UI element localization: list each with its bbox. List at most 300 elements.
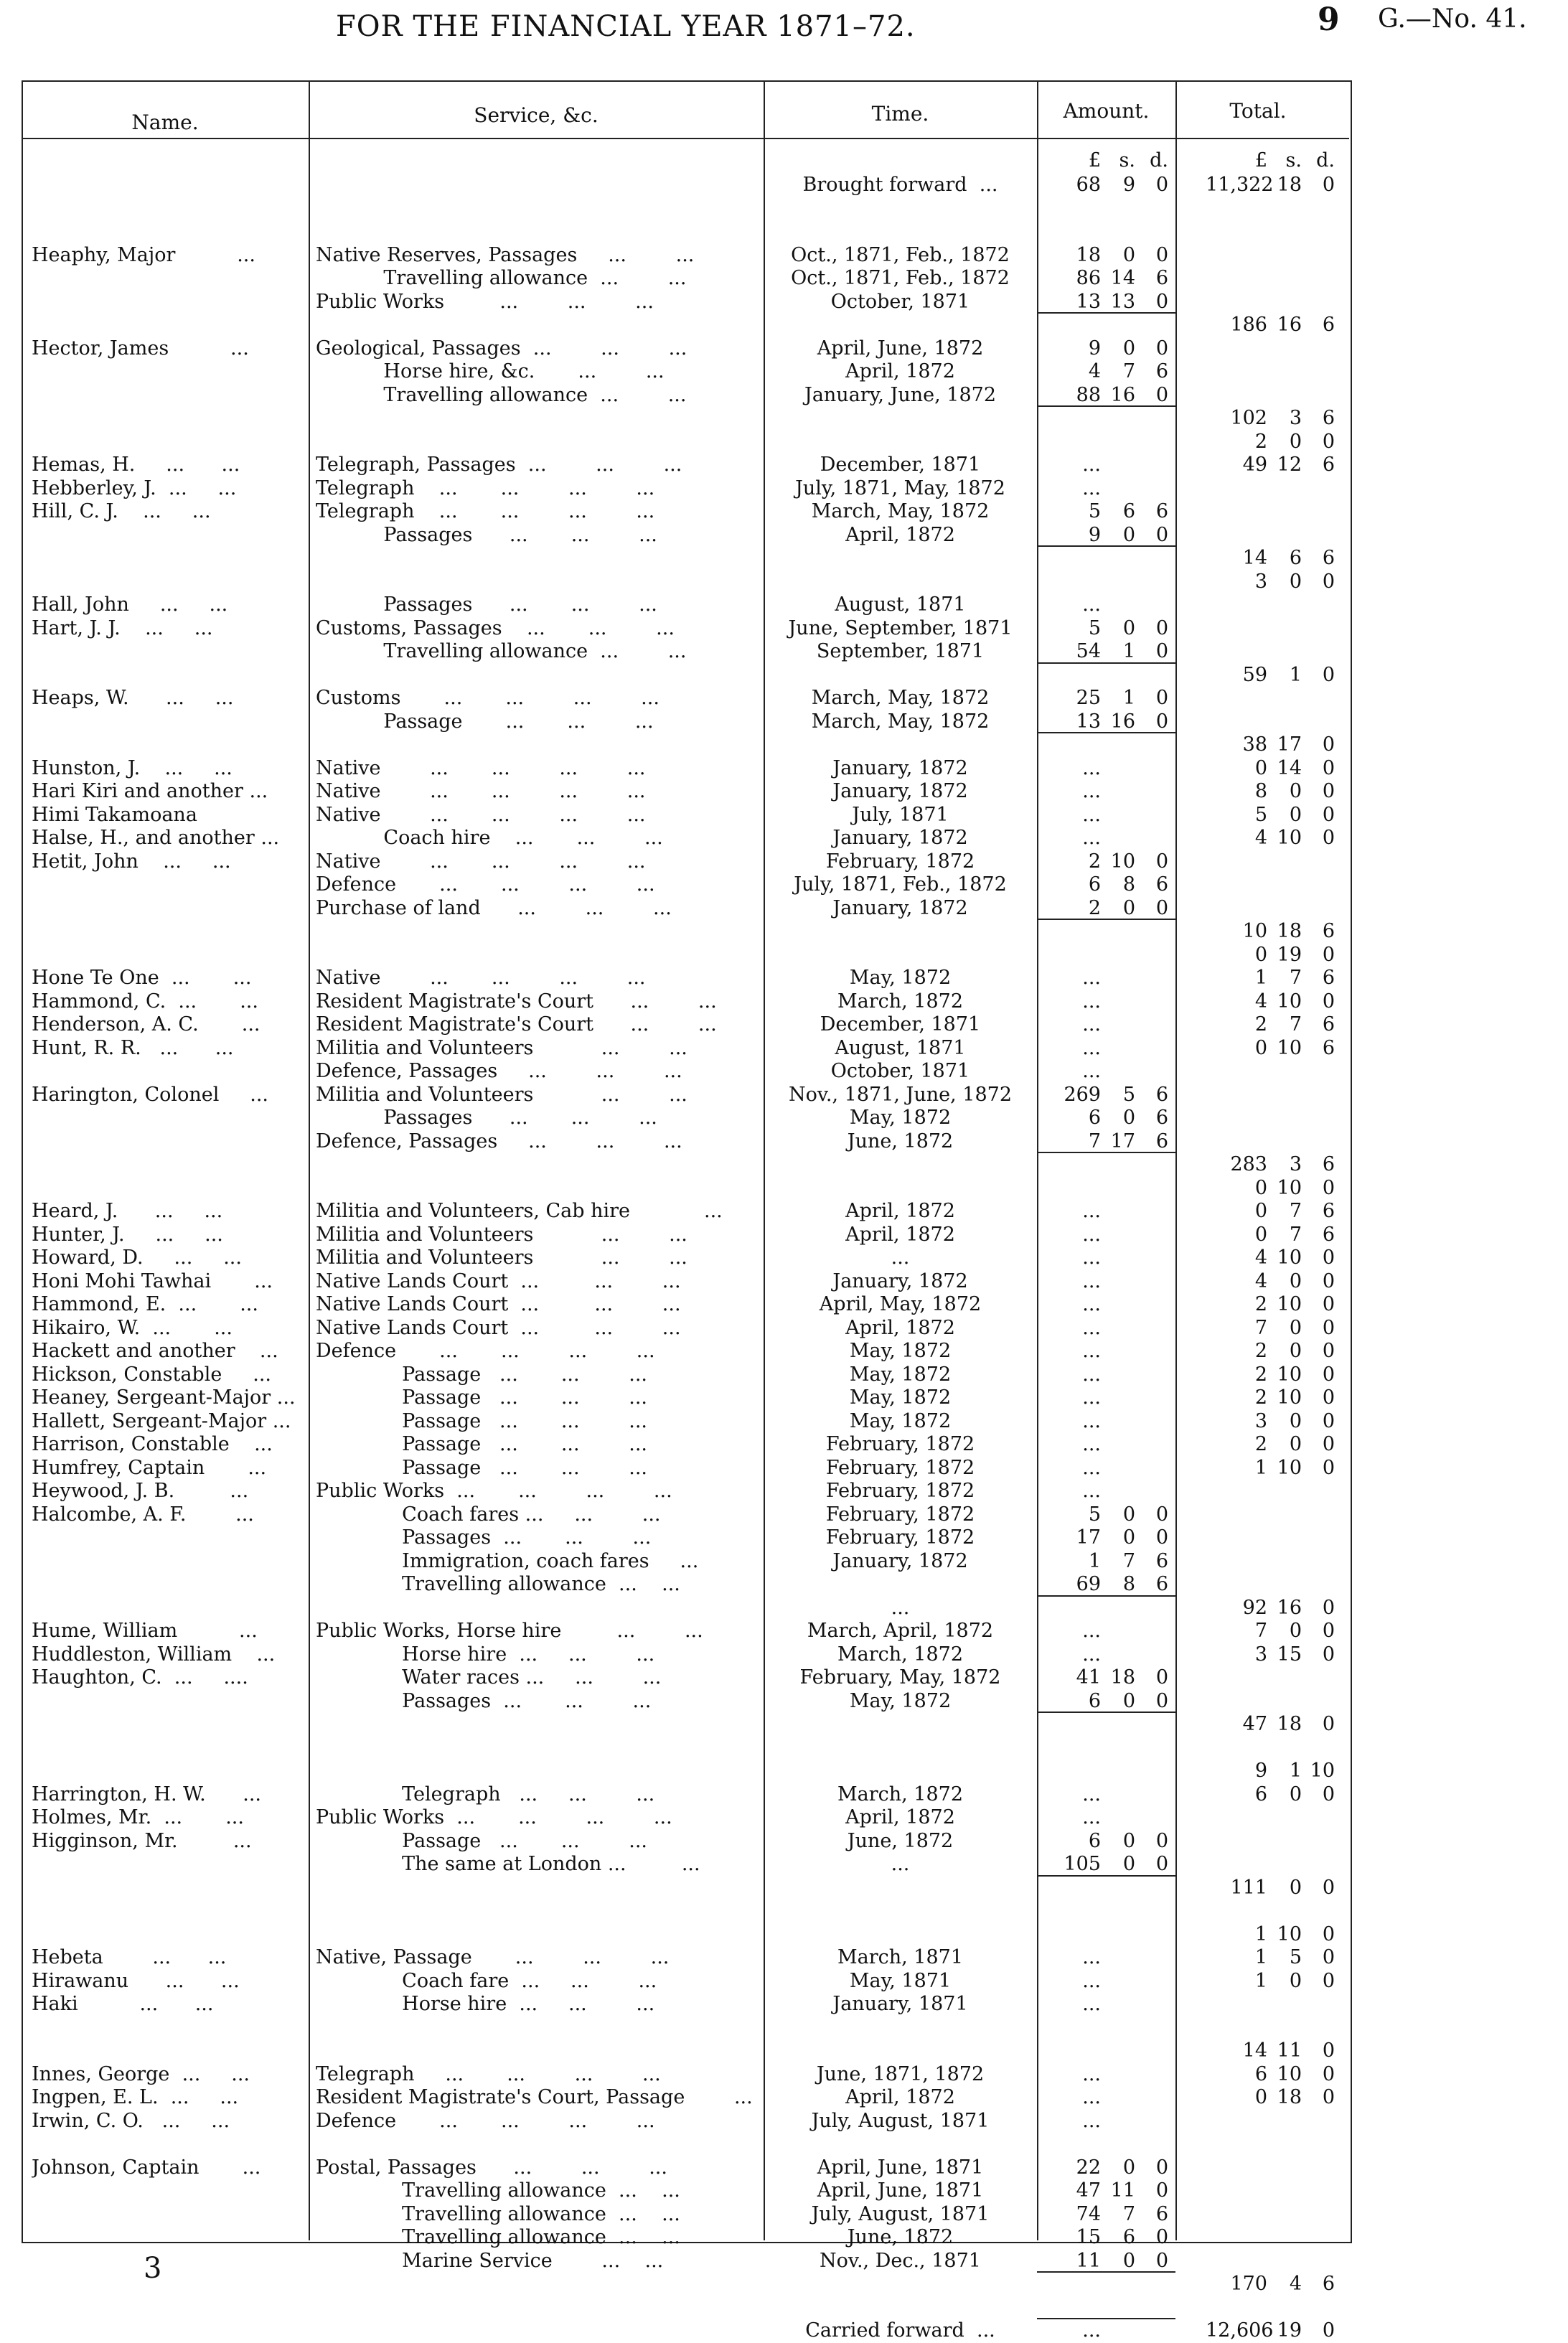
service-description: Passages ... ... ... — [316, 593, 657, 616]
amount-pounds: ... — [1082, 2109, 1101, 2132]
amount-pence: 0 — [1155, 1526, 1168, 1549]
time-period: July, August, 1871 — [811, 2109, 990, 2132]
amount-cell — [1037, 2273, 1168, 2296]
time-period: ... — [891, 1596, 910, 1619]
column-header-service: Service, &c. — [474, 103, 598, 127]
amount-cell — [1037, 1620, 1168, 1643]
service-description: Coach fare ... ... ... — [316, 1969, 657, 1992]
time-period: April, 1872 — [845, 1316, 955, 1339]
service-description — [316, 431, 762, 454]
amount-shillings — [1101, 2063, 1135, 2087]
amount-cell — [1037, 244, 1168, 268]
subtotal-rule — [1037, 1152, 1175, 1153]
amount-cell — [1037, 967, 1168, 990]
amount-shillings: 0 — [1122, 2156, 1135, 2179]
amount-cell — [1037, 1783, 1168, 1807]
total-pence: 0 — [1322, 430, 1335, 453]
total-pounds: 47 — [1242, 1713, 1267, 1735]
total-cell — [1175, 990, 1335, 1014]
total-cell — [1175, 1270, 1335, 1294]
amount-pounds: ... — [1082, 1783, 1101, 1806]
service-description — [316, 1923, 762, 1947]
time-period: July, 1871, Feb., 1872 — [794, 873, 1007, 896]
amount-shillings — [1101, 804, 1135, 827]
total-cell — [1175, 2296, 1335, 2320]
total-cell — [1175, 944, 1335, 967]
service-description — [316, 1597, 762, 1620]
total-cell — [1175, 2039, 1335, 2063]
total-shillings: 0 — [1289, 1316, 1302, 1339]
total-shillings: 7 — [1289, 1223, 1302, 1246]
service-description: Immigration, coach fares ... — [316, 1549, 699, 1572]
amount-cell — [1037, 571, 1168, 594]
total-shillings: 10 — [1277, 1363, 1302, 1386]
amount-pounds: 54 — [1076, 640, 1101, 662]
payee-name — [32, 2016, 307, 2040]
amount-pounds: 6 — [1088, 1107, 1101, 1129]
total-cell — [1175, 1293, 1335, 1317]
amount-cell — [1037, 640, 1168, 664]
total-shillings: 10 — [1277, 827, 1302, 849]
amount-pounds: ... — [1082, 1946, 1101, 1968]
time-period: January, 1872 — [832, 896, 968, 919]
time-period: January, 1871 — [832, 1993, 968, 2015]
total-cell — [1175, 1666, 1335, 1690]
amount-pence — [1135, 804, 1168, 827]
payee-name — [32, 547, 307, 571]
total-shillings: 7 — [1289, 1200, 1302, 1222]
amount-pence: 0 — [1155, 2156, 1168, 2179]
total-shillings: 0 — [1289, 803, 1302, 826]
total-pounds: 1 — [1254, 1946, 1267, 1968]
amount-pounds: 13 — [1076, 710, 1101, 733]
amount-shillings: 6 — [1122, 2226, 1135, 2248]
payee-name — [32, 2319, 307, 2343]
total-shillings: 0 — [1289, 1876, 1302, 1899]
amount-pounds: ... — [1082, 1316, 1101, 1339]
payee-name — [32, 664, 307, 687]
amount-cell — [1037, 2179, 1168, 2203]
total-shillings: 16 — [1277, 1596, 1302, 1619]
total-pounds: 11,322 — [1206, 174, 1274, 196]
total-pence: 0 — [1322, 2086, 1335, 2108]
total-cell — [1175, 571, 1335, 594]
service-description: Native ... ... ... ... — [316, 756, 646, 779]
time-period — [765, 197, 1036, 221]
service-description — [316, 920, 762, 944]
amount-pounds: 105 — [1064, 1853, 1101, 1875]
service-description — [316, 547, 762, 571]
service-description — [316, 314, 762, 337]
amount-pounds: ... — [1082, 1293, 1101, 1315]
service-description: Public Works ... ... ... ... — [316, 1480, 672, 1502]
total-cell — [1175, 2063, 1335, 2087]
service-description: Defence, Passages ... ... ... — [316, 1060, 682, 1082]
service-description — [316, 174, 762, 197]
total-shillings: 18 — [1277, 2086, 1302, 2108]
pounds-symbol: £ — [1254, 149, 1267, 172]
total-cell — [1175, 827, 1335, 850]
total-pounds: 10 — [1242, 920, 1267, 942]
total-cell — [1175, 850, 1335, 874]
total-cell — [1175, 1153, 1335, 1177]
total-cell — [1175, 1550, 1335, 1574]
amount-pence: 0 — [1155, 337, 1168, 360]
service-description: Native ... ... ... ... — [316, 780, 646, 802]
amount-pounds: ... — [1082, 1643, 1101, 1666]
total-pence: 0 — [1322, 1433, 1335, 1455]
service-description: Passage ... ... ... — [316, 710, 654, 733]
time-period: February, 1872 — [825, 1480, 975, 1502]
amount-pounds: ... — [1082, 2319, 1101, 2342]
total-pence: 0 — [1322, 733, 1335, 756]
amount-pounds: 2 — [1088, 896, 1101, 919]
amount-pence — [1135, 2319, 1168, 2343]
total-shillings: 10 — [1277, 1386, 1302, 1409]
amount-shillings: 16 — [1110, 383, 1135, 406]
total-shillings: 7 — [1289, 967, 1302, 989]
payee-name: Harington, Colonel ... — [32, 1083, 268, 1106]
total-pounds: 4 — [1254, 1269, 1267, 1292]
total-shillings: 1 — [1289, 1760, 1302, 1782]
amount-pounds: ... — [1082, 967, 1101, 989]
time-period: ... — [891, 1246, 910, 1269]
total-pence: 0 — [1322, 1176, 1335, 1199]
total-pence: 0 — [1322, 803, 1335, 826]
payee-name — [32, 873, 307, 897]
total-cell — [1175, 1597, 1335, 1620]
amount-cell — [1037, 664, 1168, 687]
total-shillings: 7 — [1289, 1013, 1302, 1036]
payee-name — [32, 710, 307, 734]
time-period: Carried forward ... — [805, 2319, 995, 2342]
service-description — [316, 664, 762, 687]
total-pounds: 7 — [1254, 1620, 1267, 1642]
total-pence: 6 — [1322, 2273, 1335, 2295]
amount-pence: 0 — [1155, 1666, 1168, 1689]
amount-cell — [1037, 1037, 1168, 1061]
amount-cell — [1037, 1060, 1168, 1084]
total-pence: 6 — [1322, 967, 1335, 989]
time-period: April, May, 1872 — [819, 1293, 982, 1315]
service-description: Native Lands Court ... ... ... — [316, 1316, 681, 1339]
total-shillings: 0 — [1289, 1269, 1302, 1292]
amount-cell — [1037, 1013, 1168, 1037]
amount-pence: 0 — [1155, 243, 1168, 266]
payee-name — [32, 1853, 307, 1877]
amount-pence — [1135, 1200, 1168, 1224]
total-cell — [1175, 1760, 1335, 1783]
total-pence: 0 — [1322, 756, 1335, 779]
total-pounds: 1 — [1254, 1922, 1267, 1945]
time-period: April, June, 1871 — [817, 2179, 984, 2202]
amount-cell — [1037, 617, 1168, 641]
subtotal-rule — [1037, 2271, 1175, 2273]
amount-shillings — [1101, 477, 1135, 501]
payee-name — [32, 1153, 307, 1177]
service-description — [316, 197, 762, 221]
amount-pence — [1135, 1270, 1168, 1294]
time-period — [765, 1760, 1036, 1783]
amount-cell — [1037, 1737, 1168, 1760]
amount-cell — [1037, 687, 1168, 710]
payee-name: Hebeta ... ... — [32, 1946, 227, 1968]
time-period: April, 1872 — [845, 2086, 955, 2108]
time-period — [765, 664, 1036, 687]
total-cell — [1175, 384, 1335, 408]
amount-pence: 0 — [1155, 2179, 1168, 2202]
page-footer — [144, 2252, 161, 2285]
service-description: Native Lands Court ... ... ... — [316, 1293, 681, 1315]
total-cell — [1175, 1503, 1335, 1527]
amount-pence: 6 — [1155, 1107, 1168, 1129]
total-pence: 0 — [1322, 1269, 1335, 1292]
amount-pounds: 4 — [1088, 360, 1101, 382]
amount-cell — [1037, 2250, 1168, 2273]
column-header-total: Total. — [1229, 99, 1287, 123]
paper-reference: G.—No. 41. — [1378, 4, 1527, 34]
time-period: April, 1872 — [845, 523, 955, 546]
total-shillings: 10 — [1277, 1036, 1302, 1059]
amount-cell — [1037, 407, 1168, 431]
amount-cell — [1037, 2133, 1168, 2156]
amount-cell — [1037, 2319, 1168, 2343]
total-pence: 0 — [1322, 1386, 1335, 1409]
payee-name: Halcombe, A. F. ... — [32, 1503, 254, 1526]
amount-pence: 6 — [1155, 873, 1168, 896]
total-pounds: 102 — [1230, 407, 1267, 429]
service-description — [316, 1713, 762, 1737]
amount-shillings — [1101, 757, 1135, 781]
service-description — [316, 2296, 762, 2320]
amount-pence — [1135, 1317, 1168, 1340]
amount-pounds: 5 — [1088, 500, 1101, 522]
total-cell — [1175, 1713, 1335, 1737]
amount-pence: 0 — [1155, 1829, 1168, 1852]
total-shillings: 17 — [1277, 733, 1302, 756]
amount-pounds: ... — [1082, 1340, 1101, 1362]
total-pence: 0 — [1322, 1922, 1335, 1945]
amount-pence: 6 — [1155, 1573, 1168, 1595]
amount-pence: 0 — [1155, 1689, 1168, 1712]
time-period: April, 1872 — [845, 1223, 955, 1246]
total-cell — [1175, 617, 1335, 641]
amount-pence — [1135, 1386, 1168, 1410]
total-cell — [1175, 314, 1335, 337]
amount-cell — [1037, 804, 1168, 827]
total-shillings: 5 — [1289, 1946, 1302, 1968]
service-description — [316, 1877, 762, 1900]
total-pence: 0 — [1322, 1596, 1335, 1619]
amount-pence — [1135, 1293, 1168, 1317]
payee-name: Hone Te One ... ... — [32, 967, 252, 989]
amount-pence: 0 — [1155, 710, 1168, 733]
total-cell — [1175, 1993, 1335, 2016]
amount-pounds: ... — [1082, 1409, 1101, 1432]
amount-shillings — [1101, 1620, 1135, 1643]
total-shillings: 19 — [1277, 2319, 1302, 2342]
amount-shillings — [1101, 1457, 1135, 1480]
payee-name — [32, 2039, 307, 2063]
amount-pounds: 47 — [1076, 2179, 1101, 2202]
total-column — [1175, 174, 1335, 2343]
total-cell — [1175, 1410, 1335, 1434]
amount-cell — [1037, 1480, 1168, 1503]
amount-pence: 6 — [1155, 1549, 1168, 1572]
total-pence: 6 — [1322, 407, 1335, 429]
total-pounds: 0 — [1254, 1200, 1267, 1222]
time-period — [765, 2133, 1036, 2156]
total-cell — [1175, 1853, 1335, 1877]
service-description — [316, 733, 762, 757]
total-shillings: 16 — [1277, 314, 1302, 336]
service-description: Telegraph ... ... ... ... — [316, 2062, 661, 2085]
amount-pounds: 13 — [1076, 290, 1101, 313]
amount-pounds: 68 — [1076, 174, 1101, 196]
amount-cell — [1037, 267, 1168, 291]
amount-column — [1037, 174, 1168, 2343]
amount-shillings — [1101, 1013, 1135, 1037]
amount-pence — [1135, 1433, 1168, 1457]
amount-pounds: ... — [1082, 1433, 1101, 1455]
amount-pounds: ... — [1082, 1200, 1101, 1222]
time-period: June, 1872 — [847, 2226, 954, 2248]
time-period: March, 1872 — [837, 1643, 964, 1666]
amount-shillings — [1101, 1224, 1135, 1247]
service-description: Coach hire ... ... ... — [316, 827, 663, 849]
service-description: Native Reserves, Passages ... ... — [316, 243, 695, 266]
time-period: April, 1872 — [845, 1200, 955, 1222]
amount-cell — [1037, 1877, 1168, 1900]
total-pounds: 2 — [1254, 1386, 1267, 1409]
amount-pounds: 9 — [1088, 337, 1101, 360]
amount-pence — [1135, 1806, 1168, 1830]
amount-cell — [1037, 1386, 1168, 1410]
amount-pence: 6 — [1155, 2202, 1168, 2225]
amount-pence: 6 — [1155, 500, 1168, 522]
service-description: Native Lands Court ... ... ... — [316, 1269, 681, 1292]
amount-cell — [1037, 1270, 1168, 1294]
amount-shillings: 0 — [1122, 896, 1135, 919]
amount-shillings — [1101, 1200, 1135, 1224]
service-description — [316, 1737, 762, 1760]
total-pounds: 49 — [1242, 454, 1267, 476]
total-cell — [1175, 710, 1335, 734]
amount-pence: 0 — [1155, 640, 1168, 662]
amount-cell — [1037, 1666, 1168, 1690]
total-cell — [1175, 1830, 1335, 1854]
amount-shillings: 0 — [1122, 1526, 1135, 1549]
amount-pounds: 86 — [1076, 267, 1101, 289]
amount-pence — [1135, 454, 1168, 477]
service-description: Water races ... ... ... — [316, 1666, 662, 1689]
payee-name: Heard, J. ... ... — [32, 1200, 223, 1222]
amount-pounds: ... — [1082, 1806, 1101, 1828]
time-period: May, 1872 — [849, 1340, 952, 1362]
amount-shillings — [1101, 1270, 1135, 1294]
amount-pounds: ... — [1082, 1386, 1101, 1409]
amount-pounds: 9 — [1088, 523, 1101, 546]
total-shillings: 15 — [1277, 1643, 1302, 1666]
amount-pence: 0 — [1155, 896, 1168, 919]
total-cell — [1175, 1643, 1335, 1667]
amount-shillings: 0 — [1122, 616, 1135, 639]
time-period: April, June, 1872 — [817, 337, 984, 360]
amount-cell — [1037, 360, 1168, 384]
amount-cell — [1037, 2296, 1168, 2320]
total-pounds: 59 — [1242, 663, 1267, 686]
payee-name — [32, 174, 307, 197]
amount-pence: 6 — [1155, 1130, 1168, 1152]
total-pounds: 6 — [1254, 2062, 1267, 2085]
amount-pence — [1135, 757, 1168, 781]
service-description: Telegraph, Passages ... ... ... — [316, 454, 682, 476]
payee-name — [32, 1526, 307, 1550]
amount-shillings — [1101, 1806, 1135, 1830]
total-cell — [1175, 757, 1335, 781]
column-header-time: Time. — [871, 102, 929, 126]
amount-pence — [1135, 2110, 1168, 2133]
subtotal-rule — [1037, 545, 1175, 547]
payee-name — [32, 384, 307, 408]
amount-shillings — [1101, 1386, 1135, 1410]
amount-cell — [1037, 2063, 1168, 2087]
time-period — [765, 1153, 1036, 1177]
amount-pence: 6 — [1155, 360, 1168, 382]
service-description: Postal, Passages ... ... ... — [316, 2156, 667, 2179]
payee-name: Harrington, H. W. ... — [32, 1783, 261, 1806]
service-description — [316, 407, 762, 431]
amount-cell — [1037, 1806, 1168, 1830]
total-pounds: 283 — [1230, 1153, 1267, 1175]
amount-cell — [1037, 2203, 1168, 2227]
time-period: May, 1872 — [849, 1689, 952, 1712]
amount-shillings — [1101, 1340, 1135, 1363]
payee-name: Hunter, J. ... ... — [32, 1223, 223, 1246]
subtotal-rule — [1037, 405, 1175, 407]
total-pounds: 2 — [1254, 1293, 1267, 1315]
time-period: February, 1872 — [825, 850, 975, 873]
time-period — [765, 2016, 1036, 2040]
amount-pence: 0 — [1155, 687, 1168, 709]
subtotal-rule — [1037, 662, 1175, 664]
amount-pounds: 1 — [1088, 1549, 1101, 1572]
page-title: FOR THE FINANCIAL YEAR 1871–72. — [336, 10, 916, 43]
shillings-symbol: s. — [1285, 149, 1302, 172]
service-description: Passage ... ... ... — [316, 1409, 648, 1432]
total-pounds: 12,606 — [1206, 2319, 1274, 2342]
amount-pence — [1135, 990, 1168, 1014]
amount-cell — [1037, 174, 1168, 197]
service-description: Militia and Volunteers ... ... — [316, 1036, 687, 1059]
amount-pounds: ... — [1082, 780, 1101, 802]
amount-pounds: 18 — [1076, 243, 1101, 266]
total-cell — [1175, 687, 1335, 710]
payee-name — [32, 197, 307, 221]
amount-pounds: ... — [1082, 1620, 1101, 1642]
column-divider — [309, 80, 310, 2240]
total-pence: 0 — [1322, 1340, 1335, 1362]
total-shillings: 10 — [1277, 1456, 1302, 1479]
service-description: Passages ... ... ... — [316, 1689, 652, 1712]
service-description — [316, 220, 762, 244]
service-description: Passage ... ... ... — [316, 1386, 648, 1409]
total-shillings: 18 — [1277, 1713, 1302, 1735]
service-description: Public Works, Horse hire ... ... — [316, 1620, 703, 1642]
amount-pounds: ... — [1082, 2086, 1101, 2108]
amount-shillings — [1101, 593, 1135, 617]
time-period: January, 1872 — [832, 827, 968, 849]
